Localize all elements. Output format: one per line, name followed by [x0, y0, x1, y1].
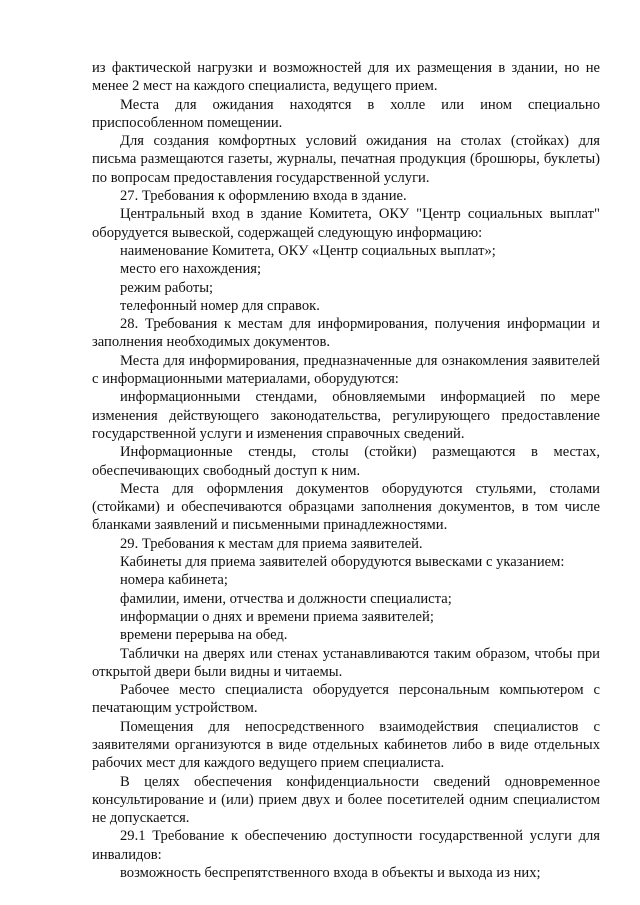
list-item: фамилии, имени, отчества и должности специалиста;	[120, 590, 452, 607]
list-item: времени перерыва на обед.	[120, 627, 288, 644]
paragraph: Рабочее место специалиста оборудуется персональным компьютером с печатающим устройством.	[92, 682, 600, 717]
paragraph: Места для информирования, предназначенные для ознакомления заявителей с информационными материалами, оборудуются:	[92, 352, 600, 388]
paragraph: В целях обеспечения конфиденциальности сведений одновременное консультирование и (или) прием двух и более посетителей одним специалистом не допускается.	[92, 773, 600, 827]
paragraph: Центральный вход в здание Комитета, ОКУ "Центр социальных выплат" оборудуется вывеской, содержащей следующую информацию:	[92, 206, 600, 241]
paragraph: Таблички на дверях или стенах устанавливаются таким образом, чтобы при открытой двери были видны и читаемы.	[92, 645, 600, 680]
paragraph: Места для оформления документов оборудуются стульями, столами (стойками) и обеспечиваются образцами заполнения документов, в том числе бланками заявлений и письменными принадлежностями.	[92, 480, 600, 534]
section-heading: 28. Требования к местам для информирования, получения информации и заполнения необходимых документов.	[92, 316, 600, 351]
list-item: режим работы;	[120, 279, 214, 296]
list-item: место его нахождения;	[120, 261, 262, 278]
paragraph: возможность беспрепятственного входа в объекты и выхода из них;	[120, 865, 541, 882]
paragraph: Для создания комфортных условий ожидания на столах (стойках) для письма размещаются газеты, журналы, печатная продукция (брошюры, буклеты) по вопросам предоставления государственной услуги.	[92, 133, 600, 186]
paragraph: информационными стендами, обновляемыми информацией по мере изменения действующего законодательства, регулирующего предоставление государственной услуги и изменения справочных сведений.	[92, 389, 600, 442]
list-item: телефонный номер для справок.	[120, 297, 320, 314]
section-heading: 29. Требования к местам для приема заявителей.	[120, 535, 423, 552]
list-item: информации о днях и времени приема заявителей;	[120, 608, 434, 625]
list-item: номера кабинета;	[120, 572, 228, 589]
paragraph: Места для ожидания находятся в холле или ином специально приспособленном помещении.	[92, 96, 600, 131]
paragraph: Кабинеты для приема заявителей оборудуются вывесками с указанием:	[120, 554, 565, 571]
section-heading: 29.1 Требование к обеспечению доступности государственной услуги для инвалидов:	[92, 828, 600, 863]
paragraph: из фактической нагрузки и возможностей для их размещения в здании, но не менее 2 мест на каждого специалиста, ведущего прием.	[92, 60, 600, 95]
list-item: наименование Комитета, ОКУ «Центр социальных выплат»;	[120, 242, 496, 259]
paragraph: Информационные стенды, столы (стойки) размещаются в местах, обеспечивающих свободный доступ к ним.	[92, 444, 600, 479]
section-heading: 27. Требования к оформлению входа в здание.	[120, 188, 407, 205]
paragraph: Помещения для непосредственного взаимодействия специалистов с заявителями организуются в виде отдельных кабинетов либо в виде отдельных рабочих мест для каждого ведущего прием специалиста.	[92, 718, 600, 772]
